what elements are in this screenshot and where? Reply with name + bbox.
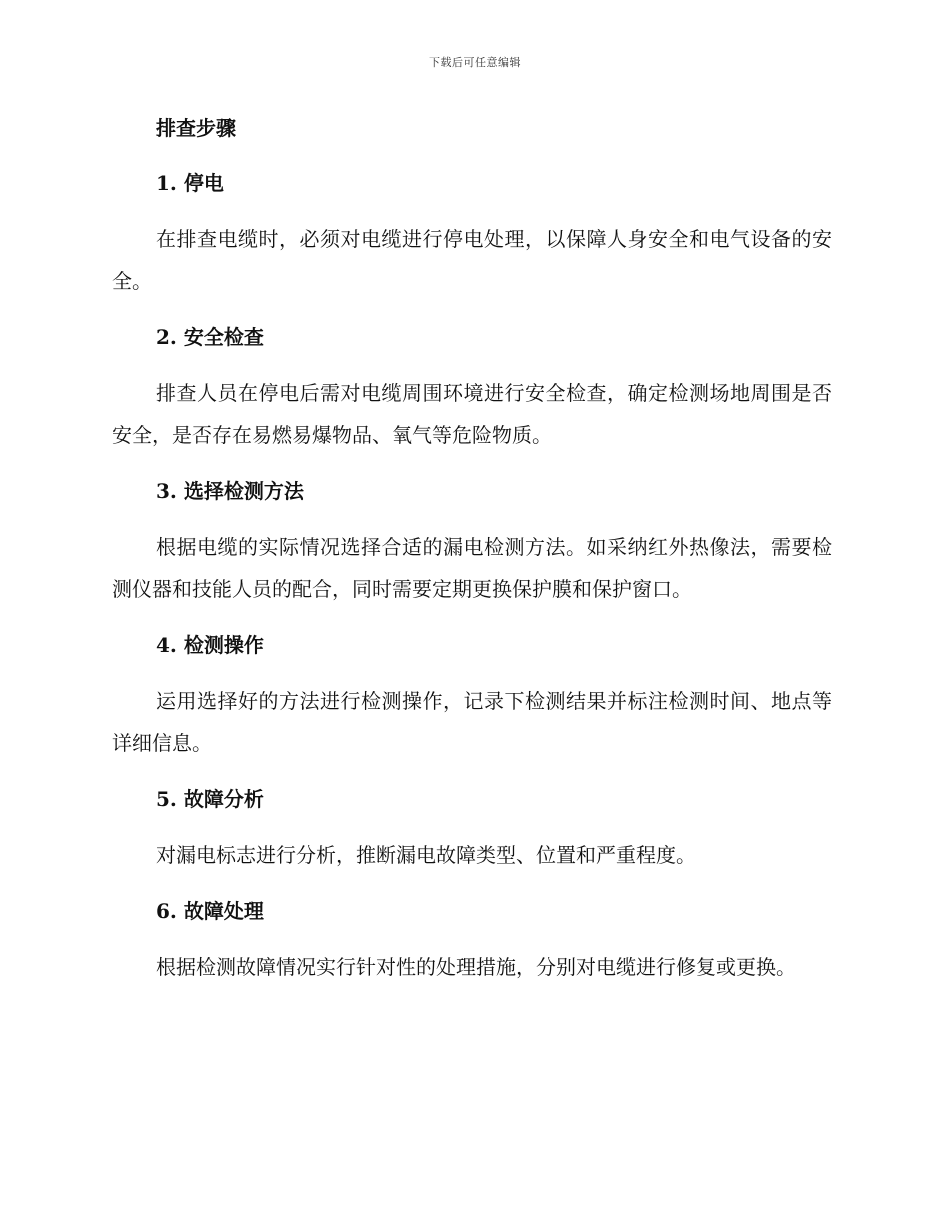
step-heading: 5. 故障分析 — [156, 787, 264, 811]
step-5 — [112, 779, 832, 876]
step-body: 运用选择好的方法进行检测操作，记录下检测结果并标注检测时间、地点等详细信息。 — [112, 689, 832, 755]
step-body: 排查人员在停电后需对电缆周围环境进行安全检查，确定检测场地周围是否安全，是否存在易燃易爆物品、氧气等危险物质。 — [112, 381, 832, 447]
step-3 — [112, 471, 832, 610]
step-2 — [112, 317, 832, 456]
step-heading: 1. 停电 — [156, 171, 224, 195]
header-note: 下载后可任意编辑 — [429, 56, 521, 69]
step-heading: 2. 安全检查 — [156, 325, 264, 349]
step-4 — [112, 625, 832, 764]
step-6 — [112, 891, 832, 988]
step-1 — [112, 163, 832, 302]
step-heading: 6. 故障处理 — [156, 899, 264, 923]
step-body: 根据检测故障情况实行针对性的处理措施，分别对电缆进行修复或更换。 — [156, 955, 796, 979]
step-body: 在排查电缆时，必须对电缆进行停电处理，以保障人身安全和电气设备的安全。 — [112, 227, 832, 293]
step-body: 对漏电标志进行分析，推断漏电故障类型、位置和严重程度。 — [156, 843, 696, 867]
document-content — [112, 108, 832, 988]
step-heading: 3. 选择检测方法 — [156, 479, 304, 503]
step-body: 根据电缆的实际情况选择合适的漏电检测方法。如采纳红外热像法，需要检测仪器和技能人员的配合，同时需要定期更换保护膜和保护窗口。 — [112, 535, 832, 601]
step-heading: 4. 检测操作 — [156, 633, 264, 657]
document-title: 排查步骤 — [156, 116, 236, 140]
